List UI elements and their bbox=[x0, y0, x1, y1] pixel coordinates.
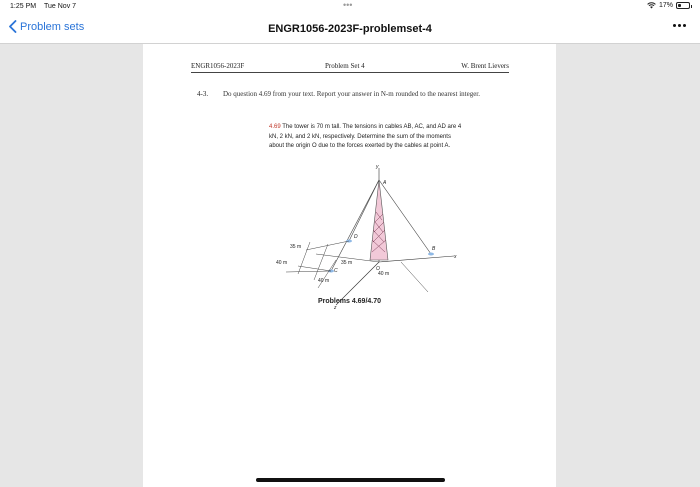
status-date: Tue Nov 7 bbox=[44, 3, 77, 10]
status-time: 1:25 PM bbox=[10, 3, 37, 10]
figure-caption: Problems 4.69/4.70 bbox=[317, 298, 382, 305]
dim-35-left: 35 m bbox=[290, 244, 302, 250]
dim-35-mid: 35 m bbox=[341, 260, 353, 266]
point-a-label: A bbox=[383, 180, 387, 186]
dim-40-left: 40 m bbox=[276, 260, 288, 266]
tower-figure bbox=[266, 162, 466, 312]
more-dot-icon bbox=[683, 24, 686, 27]
nav-bar bbox=[0, 14, 700, 44]
multitasking-dots[interactable]: ••• bbox=[343, 0, 353, 10]
origin-label: O bbox=[376, 266, 380, 272]
cable-ab bbox=[379, 180, 431, 254]
textbook-problem-text: The tower is 70 m tall. The tensions in cables AB, AC, and AD are 4 kN, 2 kN, and 2 kN, respectively. Determine the sum of the moments about the origin O due to the forces exerted by the cables at point A. bbox=[269, 124, 462, 149]
z-axis-label: z bbox=[334, 305, 337, 311]
x-axis bbox=[379, 256, 454, 262]
problem-text: Do question 4.69 from your text. Report your answer in N-m rounded to the nearest integer. bbox=[223, 90, 480, 98]
textbook-problem-number: 4.69 bbox=[269, 124, 281, 130]
home-indicator[interactable] bbox=[256, 478, 445, 482]
back-button-label: Problem sets bbox=[20, 20, 85, 33]
point-b-label: B bbox=[432, 246, 436, 252]
dim-40-right: 40 m bbox=[378, 271, 390, 277]
y-axis-label: y bbox=[376, 164, 379, 170]
point-c-label: C bbox=[334, 268, 338, 274]
wifi-icon bbox=[647, 2, 656, 9]
battery-percent: 17% bbox=[658, 2, 673, 9]
document-page[interactable] bbox=[143, 44, 556, 487]
textbook-problem bbox=[269, 123, 465, 152]
document-header bbox=[191, 62, 509, 73]
anchor-b bbox=[428, 253, 434, 256]
author-name: W. Brent Lievers bbox=[461, 62, 509, 70]
battery-icon bbox=[676, 2, 690, 9]
page-title: ENGR1056-2023F-problemset-4 bbox=[268, 23, 432, 35]
more-dot-icon bbox=[673, 24, 676, 27]
more-options-button[interactable] bbox=[673, 24, 686, 27]
x-axis-label: x bbox=[454, 254, 457, 260]
dim-40-bottom: 40 m bbox=[318, 278, 330, 284]
more-dot-icon bbox=[678, 24, 681, 27]
point-d-label: D bbox=[354, 234, 358, 240]
course-code: ENGR1056-2023F bbox=[191, 62, 245, 70]
problem-set-title: Problem Set 4 bbox=[325, 62, 365, 70]
status-indicators bbox=[647, 2, 690, 9]
status-bar bbox=[0, 0, 700, 14]
problem-number: 4-3. bbox=[197, 90, 209, 98]
